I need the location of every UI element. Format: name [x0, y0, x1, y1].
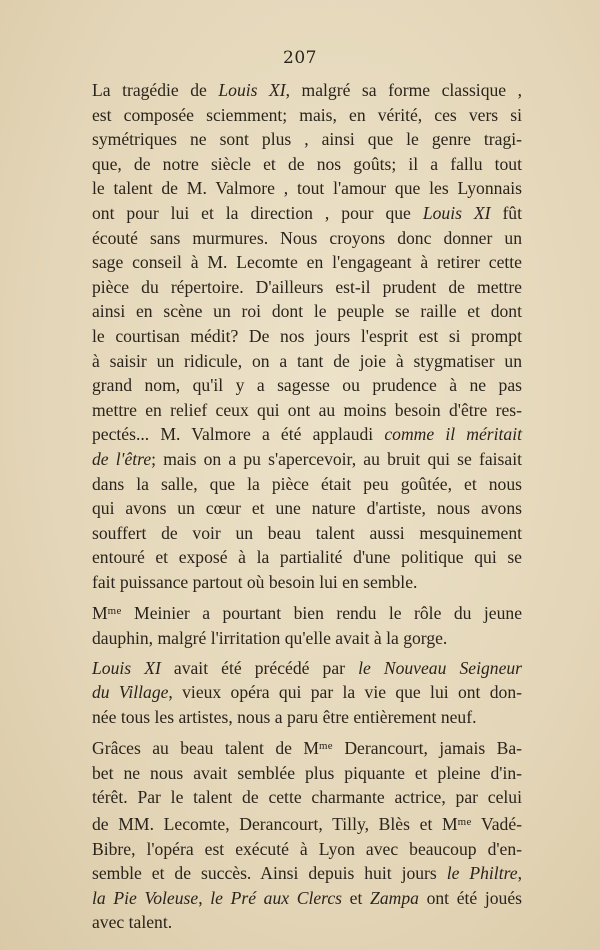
text-line [74, 570, 522, 595]
text-segment: ainsi en scène un roi dont le peuple se raille et dont [92, 301, 522, 322]
text-line [74, 861, 522, 886]
paragraph [74, 599, 522, 650]
text-line [74, 837, 522, 862]
text-line [74, 545, 522, 570]
text-segment: pectés... M. Valmore a été applaudi [92, 424, 385, 445]
text-segment: souffert de voir un beau talent aussi mesquinement [92, 522, 522, 543]
text-segment: ont pour lui et la direction , pour que [92, 202, 423, 223]
italic-text: Zampa [370, 887, 419, 908]
text-segment: , [198, 887, 211, 908]
text-segment: , vieux opéra qui par la vie que lui ont don- [168, 682, 522, 703]
text-segment: née tous les artistes, nous a paru être entièrement neuf. [92, 706, 477, 727]
text-segment: et [342, 887, 371, 908]
text-line [74, 599, 522, 626]
italic-text: Louis XI [92, 657, 161, 678]
text-line [74, 447, 522, 472]
text-segment: est composée sciemment; mais, en vérité, ces vers si [92, 104, 522, 125]
text-line [74, 226, 522, 251]
italic-text: Louis XI [422, 202, 491, 223]
text-segment: grand nom, qu'il y a sagesse ou prudence à ne pas [92, 375, 522, 396]
text-line [74, 78, 522, 103]
body-text [74, 78, 522, 940]
text-line [74, 496, 522, 521]
text-segment: fait puissance partout où besoin lui en semble. [92, 571, 418, 592]
superscript-abbrev: me [319, 740, 333, 753]
text-line [74, 626, 522, 651]
text-segment: pièce du répertoire. D'ailleurs est-il prudent de mettre [92, 276, 522, 297]
text-line [74, 152, 522, 177]
text-line [74, 349, 522, 374]
paragraph [74, 656, 522, 730]
superscript-abbrev: me [457, 816, 472, 829]
page-number: 207 [283, 48, 317, 68]
text-segment: symétriques ne sont plus , ainsi que le genre tragi- [92, 129, 522, 150]
text-segment: avait été précédé par [160, 657, 359, 678]
text-segment: que, de notre siècle et de nos goûts; il a fallu tout [92, 153, 522, 174]
italic-text: le Nouveau Seigneur [358, 657, 523, 678]
text-segment: La tragédie de [92, 80, 219, 100]
text-line [74, 324, 522, 349]
text-segment: mettre en relief ceux qui ont au moins besoin d'être res- [92, 399, 522, 420]
text-segment: , [517, 863, 522, 884]
italic-text: le Pré aux Clercs [210, 887, 343, 908]
text-segment: de MM. Lecomte, Derancourt, Tilly, Blès et M [92, 813, 458, 834]
text-line [74, 680, 522, 705]
text-line [74, 705, 522, 730]
text-segment: dans la salle, que la pièce était peu goûtée, et nous [92, 473, 522, 494]
text-segment: le courtisan médit? De nos jours l'esprit est si prompt [92, 325, 522, 346]
paragraph [74, 734, 522, 935]
text-line [74, 521, 522, 546]
text-line [74, 810, 522, 837]
text-segment: , malgré sa forme classique , [285, 80, 523, 100]
text-segment: ; mais on a pu s'apercevoir, au bruit qui se faisait [151, 448, 522, 469]
text-line [74, 910, 522, 935]
italic-text: Louis XI [218, 80, 286, 100]
text-segment: semble et de succès. Ainsi depuis huit jours [92, 863, 447, 884]
text-line [74, 250, 522, 275]
text-segment: Bibre, l'opéra est exécuté à Lyon avec beaucoup d'en- [92, 838, 522, 859]
italic-text: de l'être [92, 448, 152, 469]
italic-text: la Pie Voleuse [92, 887, 199, 908]
italic-text: comme il méritait [384, 424, 522, 445]
text-line [74, 734, 522, 761]
italic-text: du Village [92, 682, 169, 703]
text-line [74, 127, 522, 152]
text-segment: avec talent. [92, 912, 173, 933]
text-segment: écouté sans murmures. Nous croyons donc donner un [92, 227, 522, 248]
text-segment: térêt. Par le talent de cette charmante actrice, par celui [92, 787, 522, 808]
text-segment: Derancourt, jamais Ba- [332, 738, 522, 759]
text-segment: sage conseil à M. Lecomte en l'engageant à retirer cette [92, 252, 522, 273]
text-line [74, 103, 522, 128]
text-line [74, 299, 522, 324]
text-segment: à saisir un ridicule, on a tant de joie à stygmatiser un [92, 350, 522, 371]
text-segment: dauphin, malgré l'irritation qu'elle avait à la gorge. [92, 627, 448, 648]
text-line [74, 176, 522, 201]
text-line [74, 422, 522, 447]
text-segment: entouré et exposé à la partialité d'une politique qui se [92, 547, 522, 568]
text-line [74, 398, 522, 423]
text-segment: Meinier a pourtant bien rendu le rôle du jeune [121, 603, 522, 624]
text-segment: qui avons un cœur et une nature d'artiste, nous avons [92, 498, 522, 519]
text-segment: le talent de M. Valmore , tout l'amour que les Lyonnais [92, 178, 522, 199]
text-line [74, 275, 522, 300]
text-segment: bet ne nous avait semblée plus piquante et pleine d'in- [92, 762, 522, 783]
paragraph [74, 78, 522, 594]
text-line [74, 656, 522, 681]
superscript-abbrev: me [107, 605, 122, 618]
text-line [74, 886, 522, 911]
text-line [74, 785, 522, 810]
text-line [74, 761, 522, 786]
italic-text: le Philtre [446, 863, 518, 884]
text-segment: fût [490, 202, 522, 223]
text-line [74, 472, 522, 497]
text-segment: Vadé- [471, 813, 522, 834]
text-segment: ont été joués [418, 887, 523, 908]
text-segment: Grâces au beau talent de M [92, 738, 319, 759]
text-segment: M [92, 603, 108, 624]
text-line [74, 201, 522, 226]
text-line [74, 373, 522, 398]
